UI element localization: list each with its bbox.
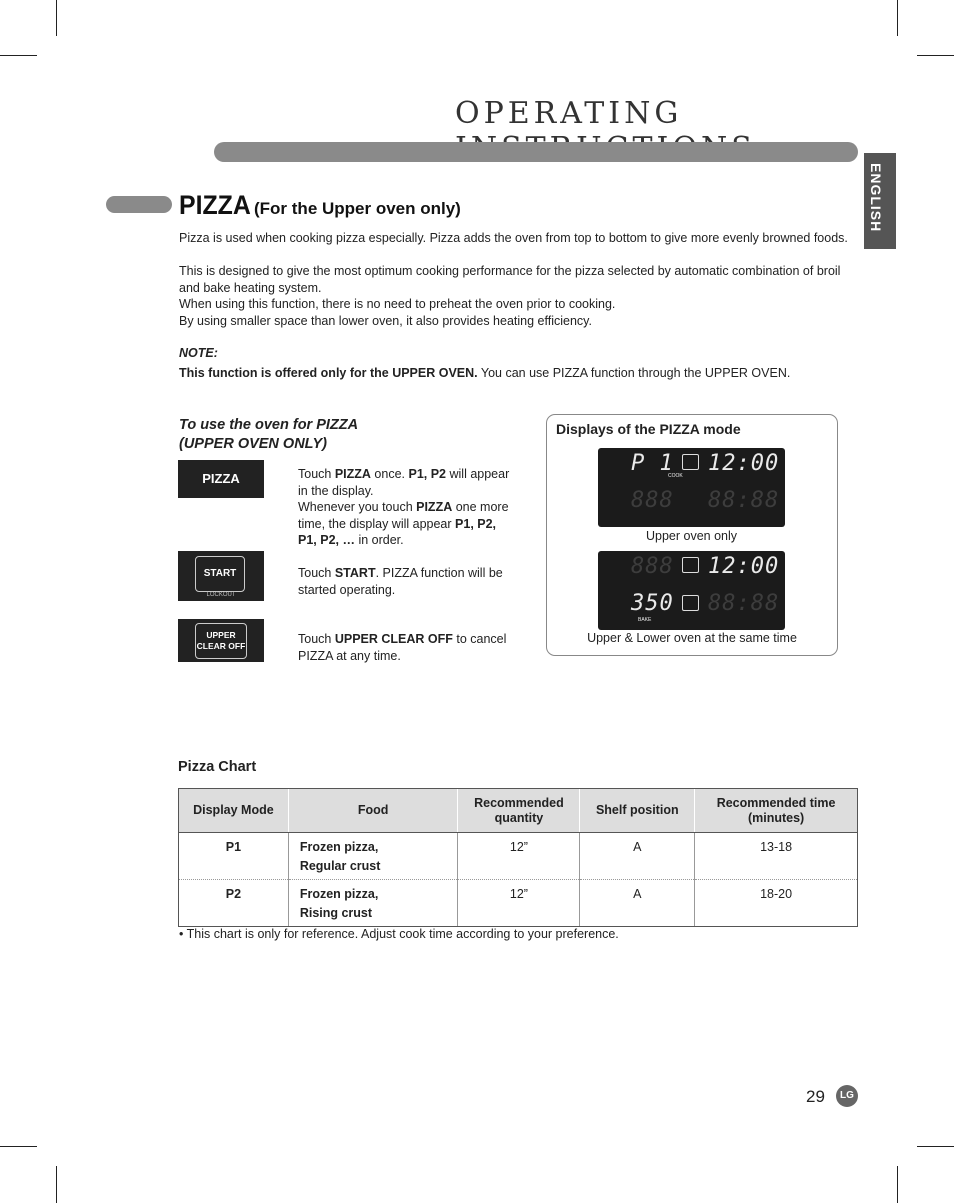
lcd2-tag: BAKE (638, 617, 652, 623)
header-bar (214, 142, 858, 162)
note-rest: You can use PIZZA function through the UPPER OVEN. (477, 366, 791, 380)
start-button[interactable] (178, 551, 264, 601)
lcd1-tag: COOK (668, 473, 683, 479)
cell-mode: P2 (179, 880, 289, 927)
chart-title: Pizza Chart (178, 759, 257, 775)
display-panel-title: Displays of the PIZZA mode (556, 421, 741, 437)
table-header: Display Mode (179, 789, 289, 833)
cell-food: Frozen pizza, Rising crust (288, 880, 458, 927)
cell-qty: 12” (458, 833, 580, 880)
lcd2-lower-time: 88:88 (708, 591, 780, 616)
cell-shelf: A (580, 833, 695, 880)
clear-button-line1: UPPER (206, 630, 236, 640)
step1-text: Touch PIZZA once. P1, P2 will appear in the display. Whenever you touch PIZZA one more time, the display will appear P1, P2, P1, P2, … in order. (298, 467, 510, 547)
crop-mark (897, 0, 898, 36)
start-button-frame (195, 556, 245, 592)
chart-note: • This chart is only for reference. Adjust cook time according to your preference. (179, 927, 619, 941)
language-tab-label: ENGLISH (868, 163, 884, 233)
usage-title-line1: To use the oven for PIZZA (179, 417, 359, 433)
note-label: NOTE: (179, 346, 218, 360)
crop-mark (56, 0, 57, 36)
lcd2-main: 350 (631, 591, 674, 616)
lcd1-caption: Upper oven only (645, 529, 738, 543)
note-bold: This function is offered only for the UPPER OVEN. (179, 366, 478, 380)
pizza-button-label: PIZZA (202, 471, 240, 486)
crop-mark (897, 1166, 898, 1203)
crop-mark (917, 1146, 954, 1147)
pizza-chart-table (178, 788, 858, 927)
lockout-label: LOCKOUT (206, 592, 236, 598)
intro-paragraph-3: When using this function, there is no need to preheat the oven prior to cooking. (179, 297, 616, 311)
lg-logo-icon: LG (836, 1085, 858, 1107)
section-marker (106, 196, 172, 213)
clear-button-frame (195, 623, 247, 659)
step3-text: Touch UPPER CLEAR OFF to cancel PIZZA at any time. (298, 632, 507, 663)
pizza-button[interactable] (178, 460, 264, 498)
usage-title-line2: (UPPER OVEN ONLY) (179, 436, 327, 452)
language-tab (864, 153, 896, 249)
lcd2-caption: Upper & Lower oven at the same time (587, 631, 797, 645)
page-number: 29 (806, 1087, 825, 1106)
usage-title (179, 416, 358, 454)
step2-text: Touch START. PIZZA function will be started operating. (298, 566, 503, 597)
lcd-upper-lower (598, 551, 785, 630)
upper-clear-off-button[interactable] (178, 619, 264, 662)
oven-icon (682, 595, 699, 611)
crop-mark (0, 55, 37, 56)
lcd-upper-only (598, 448, 785, 527)
intro-paragraph-1: Pizza is used when cooking pizza especially. Pizza adds the oven from top to bottom to give more evenly browned foods. (179, 231, 848, 245)
lcd1-main: P 1 (631, 451, 674, 476)
section-heading: PIZZA (179, 190, 251, 220)
table-header: Shelf position (580, 789, 695, 833)
page-title: OPERATING (455, 96, 683, 131)
lcd1-lower-time: 88:88 (708, 488, 780, 513)
oven-icon (682, 557, 699, 573)
cell-time: 18-20 (695, 880, 858, 927)
section-subheading: (For the Upper oven only) (254, 199, 461, 218)
intro-paragraph-4: By using smaller space than lower oven, it also provides heating efficiency. (179, 314, 592, 328)
lcd2-upper-digits: 888 (631, 554, 674, 579)
intro-paragraph-2: This is designed to give the most optimum cooking performance for the pizza selected by automatic combination of broil and bake heating system. (179, 264, 841, 295)
lcd1-time: 12:00 (708, 451, 780, 476)
note-text (179, 366, 790, 380)
table-row (179, 833, 858, 880)
cell-time: 13-18 (695, 833, 858, 880)
start-button-label: START (203, 568, 237, 579)
table-header-row (179, 789, 858, 833)
crop-mark (56, 1166, 57, 1203)
cell-food: Frozen pizza, Regular crust (288, 833, 458, 880)
cell-mode: P1 (179, 833, 289, 880)
table-header: Recommended quantity (458, 789, 580, 833)
cell-qty: 12” (458, 880, 580, 927)
table-row (179, 880, 858, 927)
lcd2-time: 12:00 (708, 554, 780, 579)
table-header: Food (288, 789, 458, 833)
cell-shelf: A (580, 880, 695, 927)
oven-icon (682, 454, 699, 470)
crop-mark (0, 1146, 37, 1147)
crop-mark (917, 55, 954, 56)
table-header: Recommended time (minutes) (695, 789, 858, 833)
clear-button-line2: CLEAR OFF (196, 641, 246, 651)
lcd1-lower-digits: 888 (631, 488, 674, 513)
